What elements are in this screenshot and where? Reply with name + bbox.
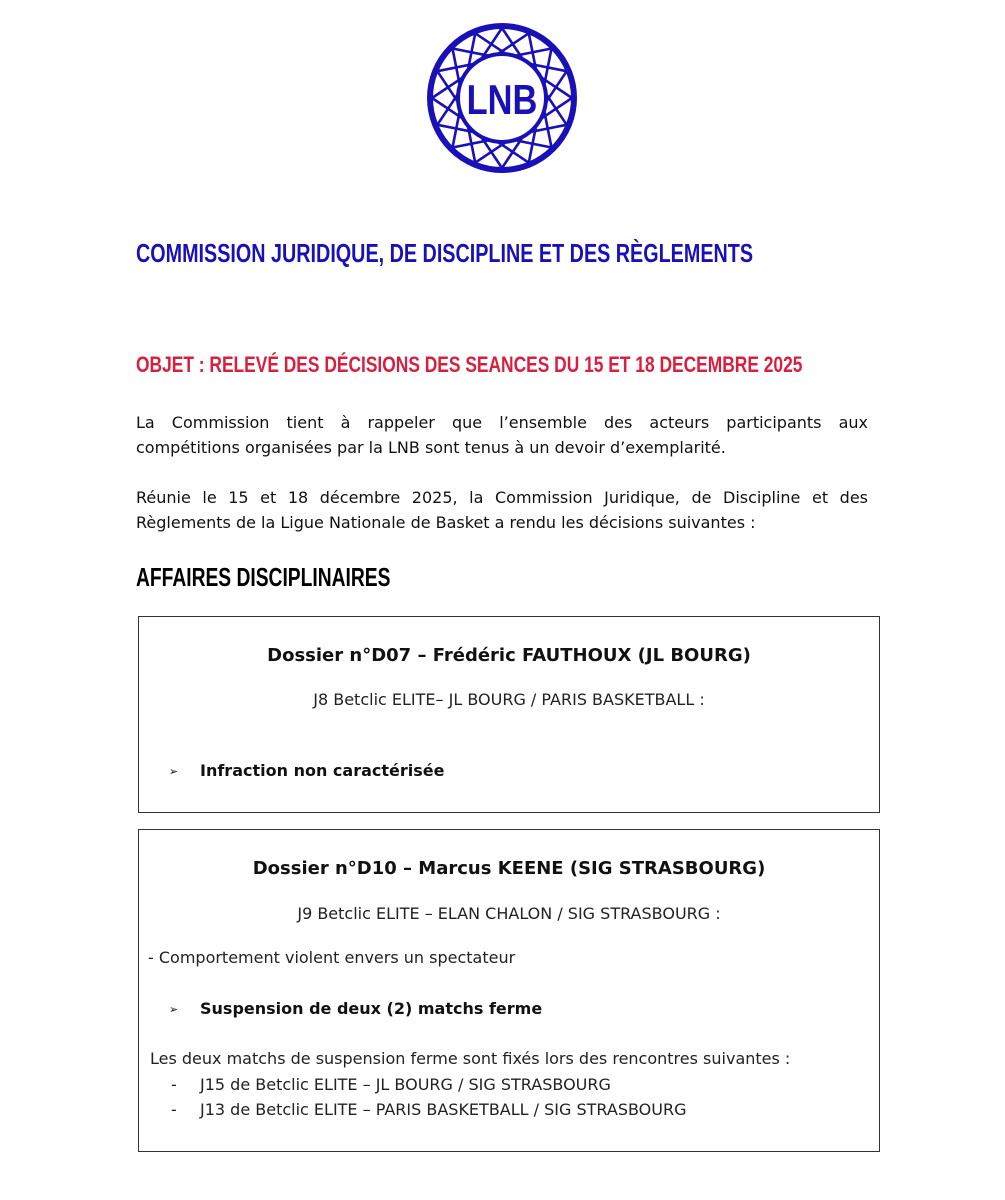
case-match: J8 Betclic ELITE– JL BOURG / PARIS BASKETBALL : bbox=[313, 690, 705, 709]
suspension-match-1: J15 de Betclic ELITE – JL BOURG / SIG STRASBOURG bbox=[200, 1075, 611, 1094]
case-charge: - Comportement violent envers un spectateur bbox=[148, 948, 516, 967]
decision-text: Suspension de deux (2) matchs ferme bbox=[200, 999, 543, 1018]
commission-title: COMMISSION JURIDIQUE, DE DISCIPLINE ET DES RÈGLEMENTS bbox=[136, 238, 754, 268]
list-item-dash: - bbox=[171, 1075, 177, 1094]
objet-title: OBJET : RELEVÉ DES DÉCISIONS DES SEANCES DU 15 ET 18 DECEMBRE 2025 bbox=[136, 352, 803, 377]
suspension-match-2: J13 de Betclic ELITE – PARIS BASKETBALL / SIG STRASBOURG bbox=[200, 1100, 687, 1119]
case-box-d07 bbox=[138, 616, 880, 813]
intro-paragraph-2 bbox=[136, 485, 868, 535]
decision-text: Infraction non caractérisée bbox=[200, 761, 445, 780]
arrow-bullet-icon: ➢ bbox=[169, 1003, 179, 1016]
case-decision bbox=[169, 761, 444, 780]
arrow-bullet-icon: ➢ bbox=[169, 765, 179, 778]
lnb-logo bbox=[426, 22, 578, 174]
case-title: Dossier n°D10 – Marcus KEENE (SIG STRASBOURG) bbox=[252, 858, 766, 879]
list-item-dash: - bbox=[171, 1100, 177, 1119]
case-title: Dossier n°D07 – Frédéric FAUTHOUX (JL BOURG) bbox=[267, 645, 751, 666]
intro-p2-line2: Règlements de la Ligue Nationale de Basket a rendu les décisions suivantes : bbox=[136, 513, 756, 532]
lnb-logo-emblem bbox=[426, 22, 578, 174]
section-title: AFFAIRES DISCIPLINAIRES bbox=[136, 562, 391, 592]
logo-text: LNB bbox=[466, 76, 538, 124]
suspension-note: Les deux matchs de suspension ferme sont fixés lors des rencontres suivantes : bbox=[150, 1049, 791, 1068]
case-box-d10 bbox=[138, 829, 880, 1152]
intro-p2-line1: Réunie le 15 et 18 décembre 2025, la Commission Juridique, de Discipline et des bbox=[136, 488, 868, 507]
case-decision bbox=[169, 999, 542, 1018]
intro-p1-line1: La Commission tient à rappeler que l’ensemble des acteurs participants aux bbox=[136, 413, 868, 432]
case-match: J9 Betclic ELITE – ELAN CHALON / SIG STRASBOURG : bbox=[297, 904, 721, 923]
intro-p1-line2: compétitions organisées par la LNB sont tenus à un devoir d’exemplarité. bbox=[136, 438, 726, 457]
intro-paragraph-1 bbox=[136, 410, 868, 460]
